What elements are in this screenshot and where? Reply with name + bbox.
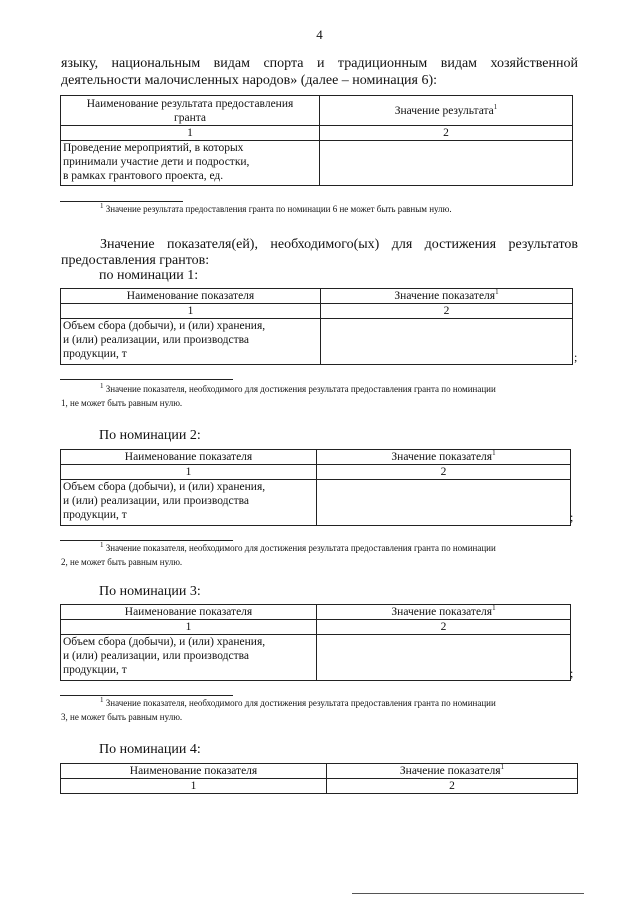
semicolon: ;	[574, 350, 578, 364]
indicator-value-cell	[317, 635, 574, 681]
footnote-mark: 1	[493, 102, 498, 111]
footnote-separator	[60, 695, 233, 696]
bottom-rule	[352, 893, 584, 894]
column-index-1: 1	[61, 304, 321, 319]
nomination-3-heading: По номинации 3:	[99, 584, 201, 599]
header-indicator-value: Значение показателя$^1$	[327, 764, 578, 779]
column-index-2: 2	[320, 126, 573, 141]
indicators-intro-line-2: предоставления грантов:	[61, 253, 210, 268]
nomination-4-heading: По номинации 4:	[99, 742, 201, 757]
header-indicator-value: Значение показателя$^1$	[317, 450, 571, 465]
indicator-name-cell: Объем сбора (добычи), и (или) хранения, и (или) реализации, или производства продукции, т	[61, 480, 317, 526]
indicators-intro-line-1: Значение показателя(ей), необходимого(ых) для достижения результатов	[100, 237, 578, 252]
header-indicator-value: Значение показателя$^1$	[321, 289, 573, 304]
column-index-1: 1	[61, 465, 317, 480]
semicolon: ;	[570, 666, 574, 680]
column-index-1: 1	[61, 779, 327, 794]
header-indicator-name: Наименование показателя	[61, 450, 317, 465]
footnote-nomination-3-line-2: 3, не может быть равным нулю.	[61, 712, 183, 722]
indicator-name-cell: Объем сбора (добычи), и (или) хранения, и (или) реализации, или производства продукции, т	[61, 319, 321, 365]
footnote-nomination-1-line-2: 1, не может быть равным нулю.	[61, 398, 183, 408]
footnote-nomination-2-line-2: 2, не может быть равным нулю.	[61, 557, 183, 567]
nomination-2-heading: По номинации 2:	[99, 428, 201, 443]
indicator-table-nomination-4	[60, 763, 578, 794]
page-number: 4	[316, 27, 323, 42]
footnote-nomination-1-line-1: $^1$ Значение показателя, необходимого для достижения результата предоставления гранта по номинации	[100, 382, 496, 394]
column-index-2: 2	[317, 465, 571, 480]
footnote-separator	[60, 201, 183, 202]
column-index-2: 2	[317, 620, 571, 635]
header-result-name: Наименование результата предоставления гранта	[61, 96, 320, 126]
indicator-value-cell	[321, 319, 573, 365]
column-index-1: 1	[61, 620, 317, 635]
header-result-value: Значение результата$^1$	[320, 96, 573, 126]
column-index-2: 2	[327, 779, 578, 794]
footnote-separator	[60, 379, 233, 380]
indicator-table-nomination-2	[60, 449, 574, 526]
footnote-nomination-3-line-1: $^1$ Значение показателя, необходимого для достижения результата предоставления гранта по номинации	[100, 696, 496, 708]
results-table-nomination-6	[60, 95, 573, 186]
header-indicator-name: Наименование показателя	[61, 764, 327, 779]
footnote-nomination-6: $^1$ Значение результата предоставления гранта по номинации 6 не может быть равным нулю.	[100, 202, 452, 214]
header-indicator-name: Наименование показателя	[61, 289, 321, 304]
nomination-1-heading: по номинации 1:	[99, 268, 199, 283]
indicator-name-cell: Объем сбора (добычи), и (или) хранения, и (или) реализации, или производства продукции, т	[61, 635, 317, 681]
intro-line-2: деятельности малочисленных народов» (далее – номинация 6):	[61, 73, 438, 88]
intro-line-1: языку, национальным видам спорта и традиционным видам хозяйственной	[61, 56, 578, 71]
header-indicator-name: Наименование показателя	[61, 605, 317, 620]
indicator-table-nomination-1	[60, 288, 573, 365]
column-index-2: 2	[321, 304, 573, 319]
result-name-cell: Проведение мероприятий, в которых принимали участие дети и подростки, в рамках грантового проекта, ед.	[61, 141, 320, 186]
indicator-value-cell	[317, 480, 574, 526]
footnote-nomination-2-line-1: $^1$ Значение показателя, необходимого для достижения результата предоставления гранта по номинации	[100, 541, 496, 553]
result-value-cell	[320, 141, 573, 186]
footnote-separator	[60, 540, 233, 541]
column-index-1: 1	[61, 126, 320, 141]
indicator-table-nomination-3	[60, 604, 574, 681]
header-indicator-value: Значение показателя$^1$	[317, 605, 571, 620]
semicolon: ;	[570, 510, 574, 524]
